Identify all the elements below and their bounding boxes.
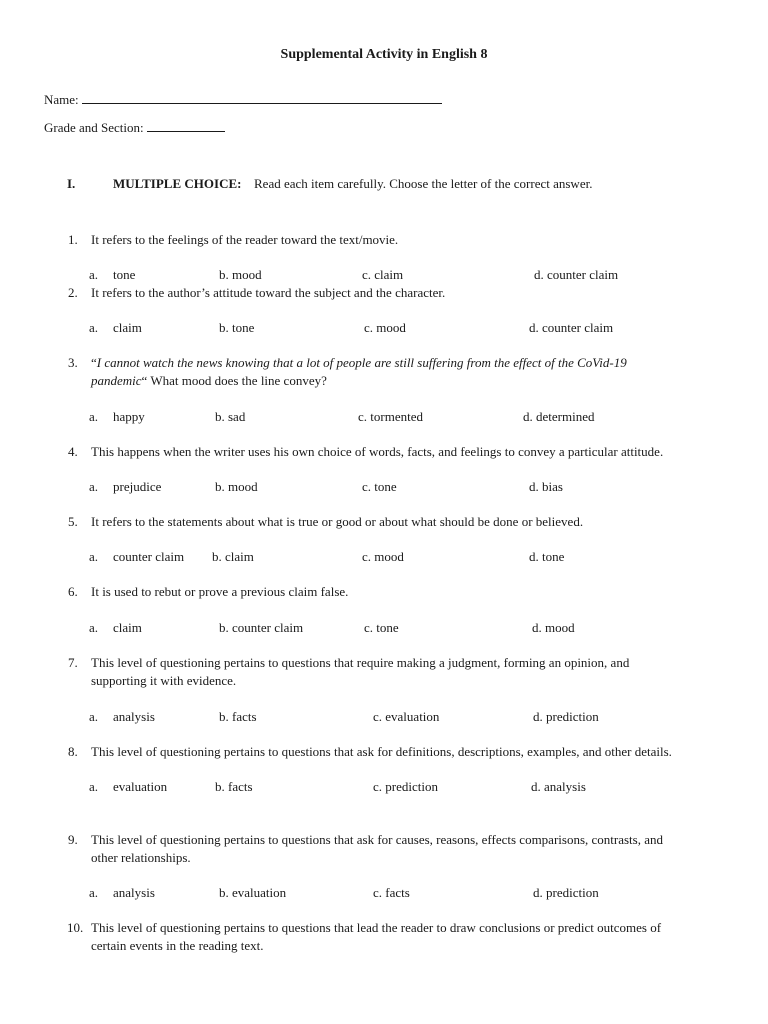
name-blank-line	[82, 103, 442, 104]
quote-open-mark: “	[91, 355, 97, 370]
choice-a: claim	[113, 620, 142, 635]
choice-b: b. tone	[219, 320, 255, 335]
question-text: This level of questioning pertains to questions that ask for definitions, descriptions, examples, and other details.	[91, 744, 672, 759]
choice-letter: a.	[89, 709, 99, 724]
question-text: This happens when the writer uses his own choice of words, facts, and feelings to convey a particular attitude.	[91, 444, 664, 459]
question-number: 9.	[68, 832, 78, 847]
question-number: 10.	[67, 920, 84, 935]
grade-section-blank-line	[147, 131, 225, 132]
choice-c: c. claim	[362, 267, 404, 282]
question-number: 5.	[68, 514, 78, 529]
question-text: supporting it with evidence.	[91, 673, 237, 688]
choice-d: d. determined	[523, 409, 595, 424]
section-number: I.	[67, 176, 76, 191]
choice-d: d. analysis	[531, 779, 586, 794]
choice-b: b. evaluation	[219, 885, 287, 900]
choice-a: tone	[113, 267, 136, 282]
choice-letter: a.	[89, 885, 99, 900]
choice-c: c. prediction	[373, 779, 438, 794]
question-text: certain events in the reading text.	[91, 938, 264, 953]
question-number: 1.	[68, 232, 78, 247]
choice-c: c. mood	[364, 320, 406, 335]
section-heading: MULTIPLE CHOICE:	[113, 176, 242, 191]
choice-d: d. counter claim	[534, 267, 619, 282]
choice-c: c. evaluation	[373, 709, 440, 724]
name-field	[44, 92, 442, 108]
choice-letter: a.	[89, 409, 99, 424]
choice-c: c. tone	[364, 620, 399, 635]
question-number: 4.	[68, 444, 78, 459]
choice-c: c. facts	[373, 885, 410, 900]
section-header	[67, 176, 593, 192]
choice-a: evaluation	[113, 779, 168, 794]
grade-section-label: Grade and Section:	[44, 120, 144, 135]
question-text: It refers to the statements about what is true or good or about what should be done or believed.	[91, 514, 584, 529]
question-number: 3.	[68, 355, 78, 370]
choice-a: claim	[113, 320, 142, 335]
choice-d: d. counter claim	[529, 320, 614, 335]
choice-d: d. mood	[532, 620, 575, 635]
choice-b: b. facts	[219, 709, 257, 724]
question-quote-line	[91, 355, 627, 371]
question-text: This level of questioning pertains to questions that ask for causes, reasons, effects comparisons, contrasts, and	[91, 832, 663, 847]
choice-a: counter claim	[113, 549, 185, 564]
choice-c: c. tormented	[358, 409, 423, 424]
question-text: This level of questioning pertains to questions that require making a judgment, forming an opinion, and	[91, 655, 630, 670]
question-number: 2.	[68, 285, 78, 300]
choice-b: b. counter claim	[219, 620, 304, 635]
name-label: Name:	[44, 92, 79, 107]
question-text: other relationships.	[91, 850, 191, 865]
question-number: 6.	[68, 584, 78, 599]
question-number: 7.	[68, 655, 78, 670]
quote-close-mark: “	[141, 373, 148, 388]
choice-letter: a.	[89, 779, 99, 794]
question-text: It is used to rebut or prove a previous claim false.	[91, 584, 349, 599]
choice-letter: a.	[89, 620, 99, 635]
choice-b: b. mood	[215, 479, 258, 494]
choice-b: b. facts	[215, 779, 253, 794]
choice-letter: a.	[89, 479, 99, 494]
choice-b: b. mood	[219, 267, 262, 282]
choice-letter: a.	[89, 320, 99, 335]
question-text: What mood does the line convey?	[150, 373, 327, 388]
choice-letter: a.	[89, 549, 99, 564]
choice-a: prejudice	[113, 479, 162, 494]
choice-a: analysis	[113, 709, 155, 724]
grade-section-field	[44, 120, 225, 136]
choice-c: c. tone	[362, 479, 397, 494]
question-quote-text: pandemic	[91, 373, 142, 388]
question-number: 8.	[68, 744, 78, 759]
question-text: It refers to the feelings of the reader toward the text/movie.	[91, 232, 399, 247]
choice-letter: a.	[89, 267, 99, 282]
choice-c: c. mood	[362, 549, 404, 564]
choice-d: d. prediction	[533, 709, 599, 724]
choice-b: b. sad	[215, 409, 246, 424]
worksheet-title: Supplemental Activity in English 8	[280, 47, 488, 62]
choice-b: b. claim	[212, 549, 254, 564]
choice-d: d. bias	[529, 479, 563, 494]
choice-a: analysis	[113, 885, 155, 900]
question-text: It refers to the author’s attitude toward the subject and the character.	[91, 285, 446, 300]
choice-d: d. tone	[529, 549, 565, 564]
question-text: This level of questioning pertains to questions that lead the reader to draw conclusions or predict outcomes of	[91, 920, 662, 935]
section-instruction: Read each item carefully. Choose the letter of the correct answer.	[254, 176, 593, 191]
question-quote-text: I cannot watch the news knowing that a lot of people are still suffering from the effect of the CoVid-19	[96, 355, 627, 370]
question-quote-line	[91, 373, 327, 389]
choice-d: d. prediction	[533, 885, 599, 900]
choice-a: happy	[113, 409, 145, 424]
